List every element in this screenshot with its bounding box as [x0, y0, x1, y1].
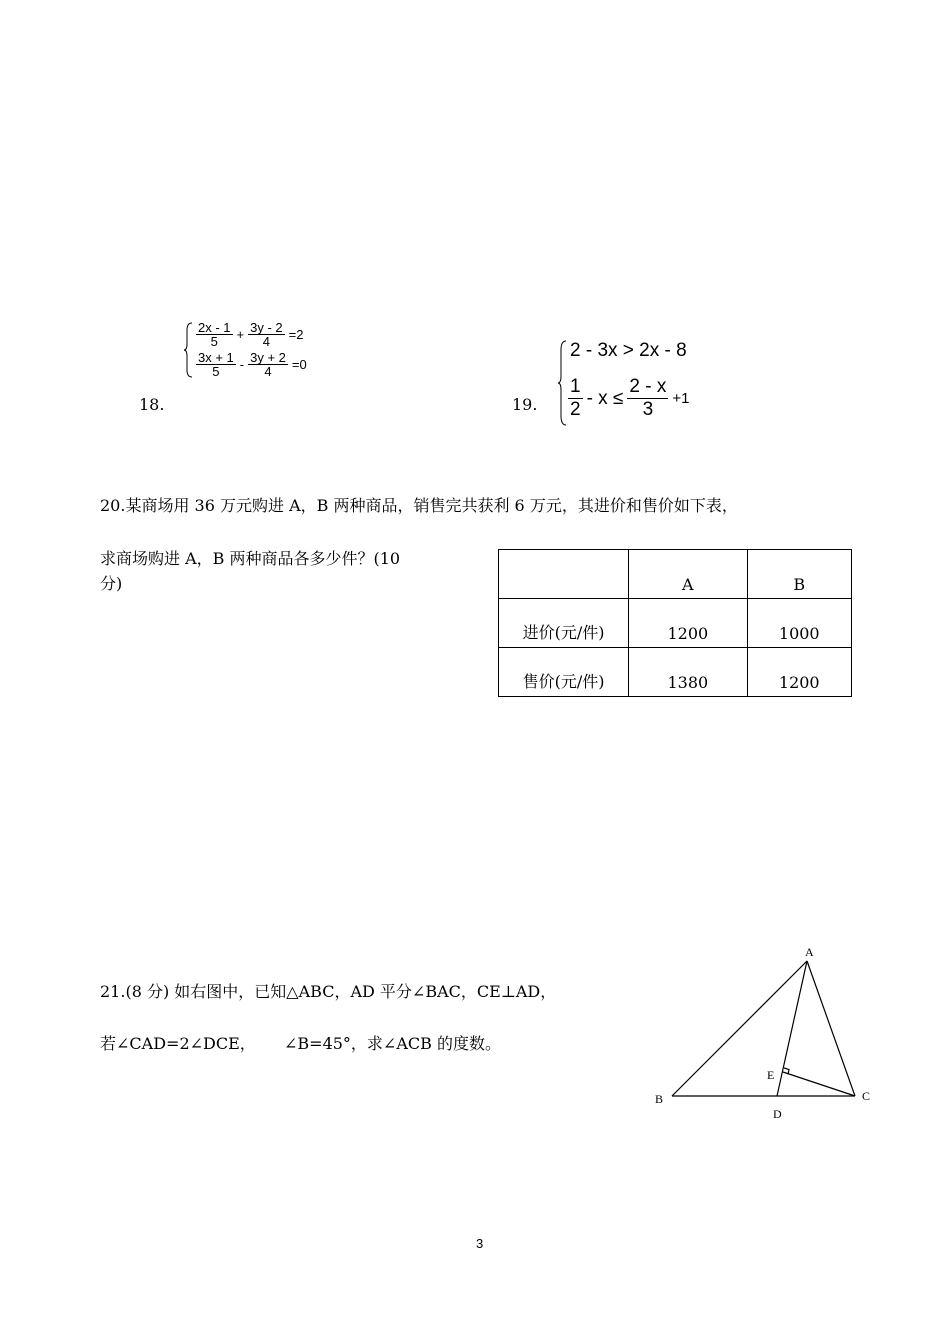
- side-ab: [672, 961, 807, 1096]
- table-cell: 1200: [747, 648, 851, 697]
- table-row: [499, 648, 852, 697]
- segment-ce: [783, 1072, 855, 1096]
- problem-20-line2: 求商场购进 A，B 两种商品各多少件？(10: [100, 549, 401, 568]
- page-number: 3: [476, 1236, 484, 1251]
- table-header-cell: B: [747, 550, 851, 599]
- table-row: [499, 599, 852, 648]
- equation-1: $\frac{2x - 1}{5}$ + $\frac{3y - 2}{4}$ =2: [198, 319, 304, 349]
- label-e: E: [767, 1068, 775, 1082]
- equation-2: $\frac{3x + 1}{5}$ - $\frac{3y + 2}{4}$ =0: [198, 349, 307, 379]
- label-b: B: [655, 1092, 664, 1106]
- label-c: C: [862, 1089, 871, 1103]
- problem-20-line3: 分): [100, 574, 123, 593]
- problem-21-line1: 21.(8 分) 如右图中，已知△ABC，AD 平分∠BAC，CE⊥AD，: [100, 982, 557, 1001]
- table-header-cell: A: [629, 550, 747, 599]
- problem-19-system: [558, 340, 738, 428]
- system-brace: [184, 322, 194, 378]
- table-header-cell: [499, 550, 629, 599]
- label-a: A: [805, 945, 814, 959]
- triangle-figure: [640, 940, 890, 1130]
- table-header-row: [499, 550, 852, 599]
- inequality-2: $\frac{1}{2}$ - x ≤ $\frac{2 - x}{3}$ +1: [570, 376, 690, 420]
- inequality-1: 2 - 3x > 2x - 8: [570, 340, 687, 361]
- problem-21-line2b: ∠B=45°，求∠ACB 的度数。: [284, 1034, 501, 1053]
- problem-19-number: 19.: [512, 395, 538, 414]
- side-ac: [807, 961, 855, 1096]
- problem-18-number: 18.: [139, 395, 165, 414]
- table-cell: 1000: [747, 599, 851, 648]
- label-d: D: [773, 1107, 782, 1121]
- price-table: [498, 549, 852, 697]
- system-brace: [558, 340, 568, 426]
- table-cell: 1200: [629, 599, 747, 648]
- table-cell: 1380: [629, 648, 747, 697]
- table-cell: 进价(元/件): [499, 599, 629, 648]
- problem-21-line2a: 若∠CAD=2∠DCE，: [100, 1034, 256, 1053]
- segment-ad: [777, 961, 807, 1096]
- table-cell: 售价(元/件): [499, 648, 629, 697]
- problem-20-line1: 20.某商场用 36 万元购进 A，B 两种商品，销售完共获利 6 万元，其进价和售价如下表，: [100, 496, 738, 515]
